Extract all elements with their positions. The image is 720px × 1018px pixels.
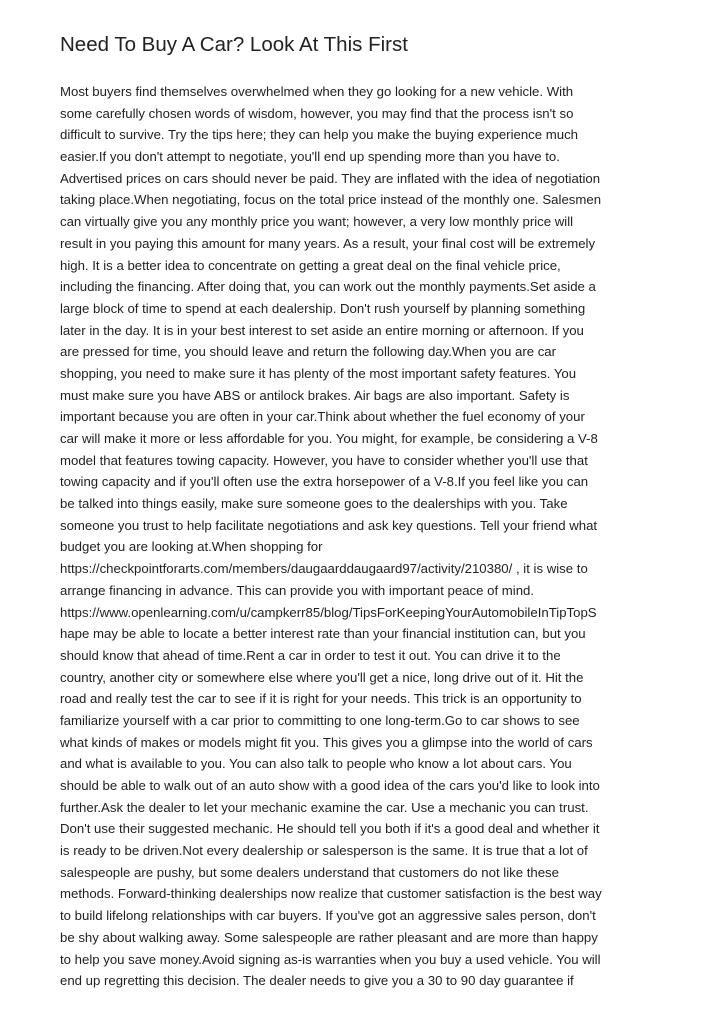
- article-line: further.Ask the dealer to let your mechanic examine the car. Use a mechanic you can trust.: [60, 799, 589, 815]
- article-line: difficult to survive. Try the tips here; they can help you make the buying experience much: [60, 127, 579, 143]
- article-line: large block of time to spend at each dealership. Don't rush yourself by planning something: [60, 300, 586, 316]
- article-line: high. It is a better idea to concentrate on getting a great deal on the final vehicle price,: [60, 257, 561, 273]
- article-line: https://checkpointforarts.com/members/daugaarddaugaard97/activity/210380/ , it is wise to: [60, 561, 588, 577]
- article-line: someone you trust to help facilitate negotiations and ask key questions. Tell your friend what: [60, 517, 598, 533]
- article-line: can virtually give you any monthly price you want; however, a very low monthly price will: [60, 214, 574, 230]
- article-line: Advertised prices on cars should never be paid. They are inflated with the idea of negotiation: [60, 170, 601, 186]
- page-title: Need To Buy A Car? Look At This First: [60, 33, 408, 56]
- article-line: towing capacity and if you'll often use the extra horsepower of a V-8.If you feel like you can: [60, 474, 589, 490]
- article-line: car will make it more or less affordable for you. You might, for example, be considering a V-8: [60, 431, 598, 446]
- article-line: be shy about walking away. Some salespeople are rather pleasant and are more than happy: [60, 929, 598, 945]
- article-line: be talked into things easily, make sure someone goes to the dealerships with you. Take: [60, 496, 568, 512]
- article-line: are pressed for time, you should leave and return the following day.When you are car: [60, 344, 557, 360]
- article-line: country, another city or somewhere else where you'll get a nice, long drive out of it. Hit the: [60, 669, 584, 685]
- article-line: result in you paying this amount for many years. As a result, your final cost will be extremely: [60, 235, 596, 251]
- article-line: including the financing. After doing that, you can work out the monthly payments.Set aside a: [60, 279, 596, 295]
- article-line: must make sure you have ABS or antilock brakes. Air bags are also important. Safety is: [60, 387, 570, 403]
- article-line: what kinds of makes or models might fit you. This gives you a glimpse into the world of cars: [60, 734, 593, 750]
- article-line: Don't use their suggested mechanic. He should tell you both if it's a good deal and whether it: [60, 821, 600, 837]
- article-line: familiarize yourself with a car prior to committing to one long-term.Go to car shows to see: [60, 712, 580, 728]
- article-line: and what is available to you. You can also talk to people who know a lot about cars. You: [60, 756, 572, 772]
- article-line: is ready to be driven.Not every dealership or salesperson is the same. It is true that a lot of: [60, 843, 588, 859]
- article-line: shopping, you need to make sure it has plenty of the most important safety features. You: [60, 365, 577, 381]
- article-line: to build lifelong relationships with car buyers. If you've got an aggressive sales person, don't: [60, 908, 596, 924]
- article-line: easier.If you don't attempt to negotiate, you'll end up spending more than you have to.: [60, 149, 560, 165]
- article-line: arrange financing in advance. This can provide you with important peace of mind.: [60, 582, 535, 598]
- article-line: https://www.openlearning.com/u/campkerr85/blog/TipsForKeepingYourAutomobileInTipTopS: [60, 604, 597, 620]
- article-line: road and really test the car to see if it is right for your needs. This trick is an opportunity to: [60, 691, 582, 707]
- article-line: salespeople are pushy, but some dealers understand that customers do not like these: [60, 864, 559, 880]
- article-line: methods. Forward-thinking dealerships now realize that customer satisfaction is the best way: [60, 886, 602, 902]
- article-line: to help you save money.Avoid signing as-is warranties when you buy a used vehicle. You will: [60, 951, 601, 967]
- article-line: taking place.When negotiating, focus on the total price instead of the monthly one. Salesmen: [60, 192, 602, 208]
- article-line: hape may be able to locate a better interest rate than your financial institution can, but you: [60, 626, 586, 642]
- article-line: later in the day. It is in your best interest to set aside an entire morning or afternoon. If you: [60, 322, 584, 338]
- article-body: [60, 81, 664, 992]
- article-line: some carefully chosen words of wisdom, however, you may find that the process isn't so: [60, 105, 574, 121]
- article-line: should know that ahead of time.Rent a car in order to test it out. You can drive it to the: [60, 647, 561, 663]
- article-line: Most buyers find themselves overwhelmed when they go looking for a new vehicle. With: [60, 84, 574, 99]
- article-line: should be able to walk out of an auto show with a good idea of the cars you'd like to look into: [60, 778, 600, 793]
- article-line: important because you are often in your car.Think about whether the fuel economy of your: [60, 409, 585, 425]
- article-line: model that features towing capacity. However, you have to consider whether you'll use that: [60, 452, 588, 468]
- article-line: budget you are looking at.When shopping for: [60, 539, 323, 555]
- article-line: end up regretting this decision. The dealer needs to give you a 30 to 90 day guarantee if: [60, 973, 574, 989]
